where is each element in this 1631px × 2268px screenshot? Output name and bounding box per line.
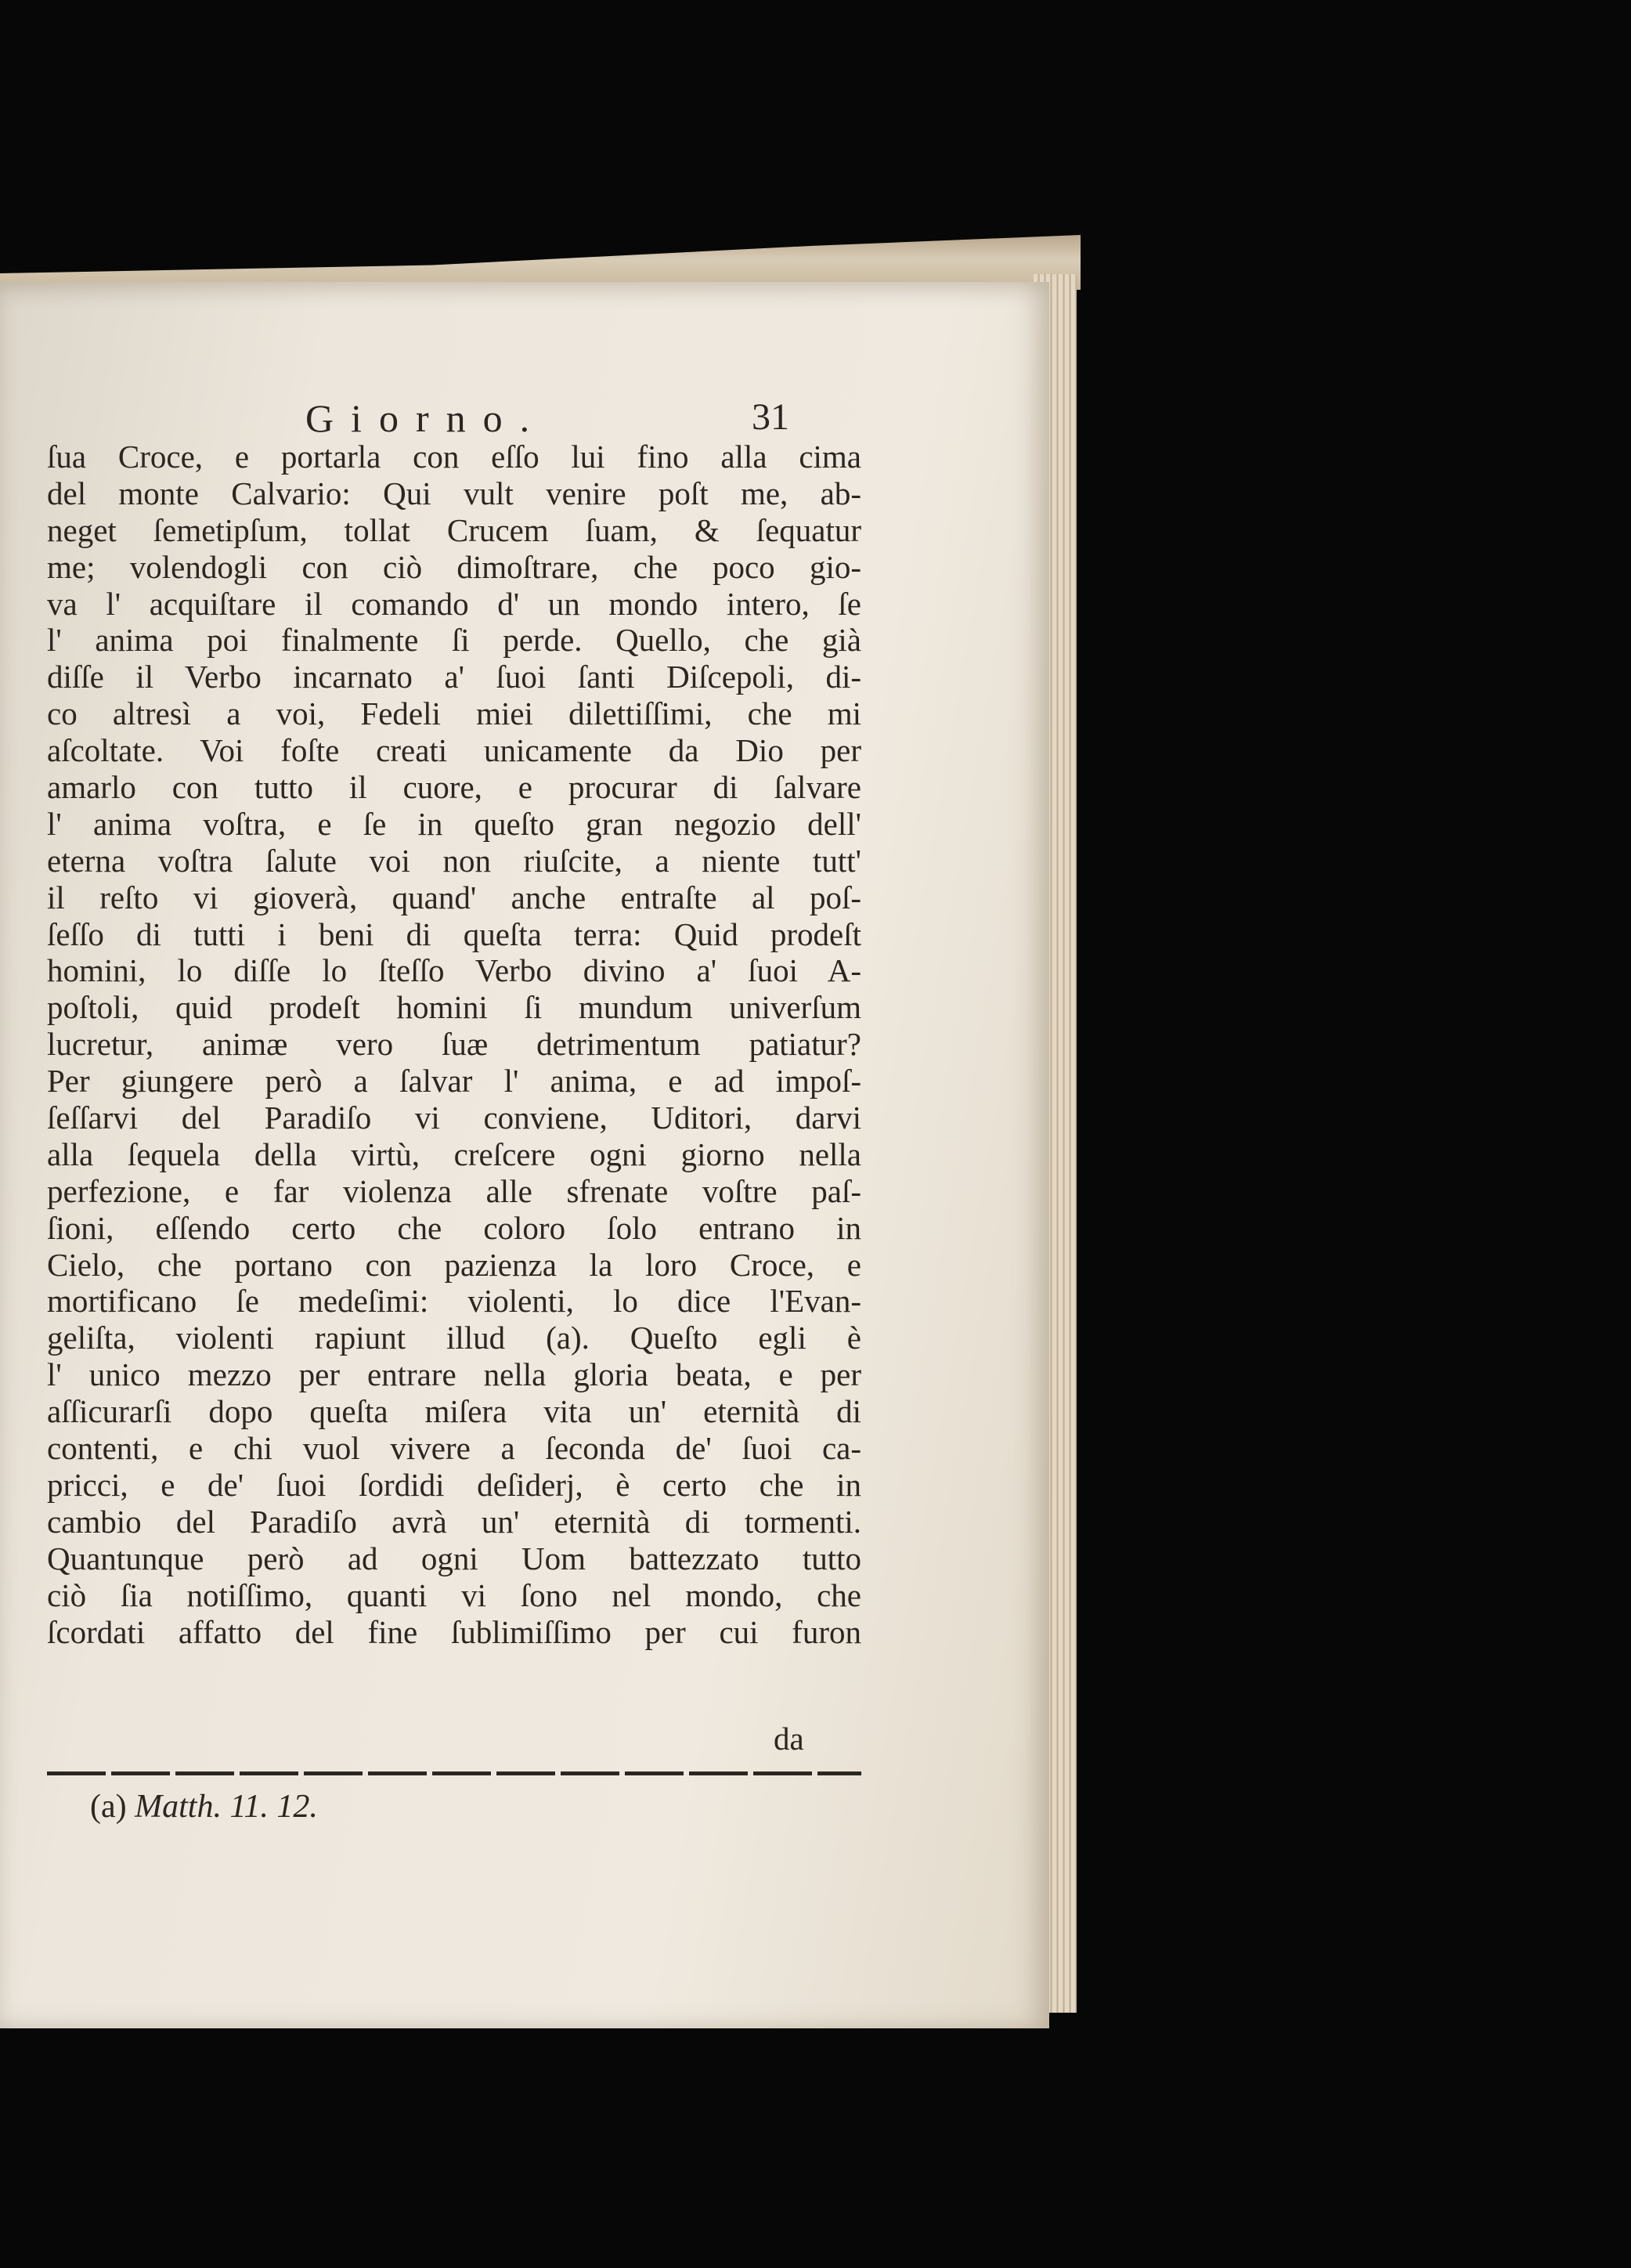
text-line: perfezione, e far violenza alle sfrenate voſtre paſ- xyxy=(47,1172,861,1209)
footnote-marker: (a) xyxy=(90,1789,127,1825)
text-line: pricci, e de' ſuoi ſordidi deſiderj, è certo che in xyxy=(47,1466,861,1503)
page-number: 31 xyxy=(752,396,789,438)
text-line: ſeſſarvi del Paradiſo vi conviene, Uditori, darvi xyxy=(47,1100,861,1136)
text-line: ſeſſo di tutti i beni di queſta terra: Quid prodeſt xyxy=(47,916,861,952)
text-line: aſcoltate. Voi foſte creati unicamente da Dio per xyxy=(47,732,861,769)
text-line: alla ſequela della virtù, creſcere ogni giorno nella xyxy=(47,1136,861,1172)
text-line: eterna voſtra ſalute voi non riuſcite, a niente tutt' xyxy=(47,842,861,879)
text-line: del monte Calvario: Qui vult venire poſt me, ab- xyxy=(47,475,861,511)
catchword: da xyxy=(774,1721,804,1757)
text-line: Cielo, che portano con pazienza la loro Croce, e xyxy=(47,1246,861,1283)
text-line: Per giungere però a ſalvar l' anima, e ad impoſ- xyxy=(47,1063,861,1100)
text-line: ſioni, eſſendo certo che coloro ſolo entrano in xyxy=(47,1209,861,1246)
text-line: contenti, e chi vuol vivere a ſeconda de' ſuoi ca- xyxy=(47,1430,861,1467)
text-line: l' unico mezzo per entrare nella gloria beata, e per xyxy=(47,1356,861,1393)
text-line: l' anima poi finalmente ſi perde. Quello, che già xyxy=(47,622,861,659)
text-line: amarlo con tutto il cuore, e procurar di ſalvare xyxy=(47,769,861,806)
text-line: cambio del Paradiſo avrà un' eternità di tormenti. xyxy=(47,1503,861,1540)
text-line: homini, lo diſſe lo ſteſſo Verbo divino a' ſuoi A- xyxy=(47,952,861,989)
text-line: me; volendogli con ciò dimoſtrare, che poco gio- xyxy=(47,548,861,585)
footnote-reference: Matth. 11. 12. xyxy=(135,1789,318,1825)
text-line: l' anima voſtra, e ſe in queſto gran negozio dell' xyxy=(47,805,861,842)
text-line: il reſto vi gioverà, quand' anche entraſte al poſ- xyxy=(47,879,861,916)
text-line: ciò ſia notiſſimo, quanti vi ſono nel mondo, che xyxy=(47,1576,861,1613)
text-line: Quantunque però ad ogni Uom battezzato tutto xyxy=(47,1540,861,1576)
body-text xyxy=(47,439,861,1650)
text-line: lucretur, animæ vero ſuæ detrimentum patiatur? xyxy=(47,1026,861,1063)
footnote-rule xyxy=(47,1771,861,1775)
text-line: va l' acquiſtare il comando d' un mondo intero, ſe xyxy=(47,585,861,622)
text-line: diſſe il Verbo incarnato a' ſuoi ſanti Diſcepoli, di- xyxy=(47,659,861,695)
text-line: co altresì a voi, Fedeli miei dilettiſſimi, che mi xyxy=(47,695,861,732)
running-title: Giorno. xyxy=(305,396,547,440)
text-line: aſſicurarſi dopo queſta miſera vita un' eternità di xyxy=(47,1393,861,1430)
footnote xyxy=(90,1788,318,1826)
text-line: ſua Croce, e portarla con eſſo lui fino alla cima xyxy=(47,439,861,475)
text-line: ſcordati affatto del fine ſublimiſſimo per cui furon xyxy=(47,1613,861,1650)
text-line: poſtoli, quid prodeſt homini ſi mundum univerſum xyxy=(47,989,861,1026)
text-line: geliſta, violenti rapiunt illud (a). Queſto egli è xyxy=(47,1320,861,1356)
text-line: neget ſemetipſum, tollat Crucem ſuam, & ſequatur xyxy=(47,511,861,548)
text-line: mortificano ſe medeſimi: violenti, lo dice l'Evan- xyxy=(47,1283,861,1320)
